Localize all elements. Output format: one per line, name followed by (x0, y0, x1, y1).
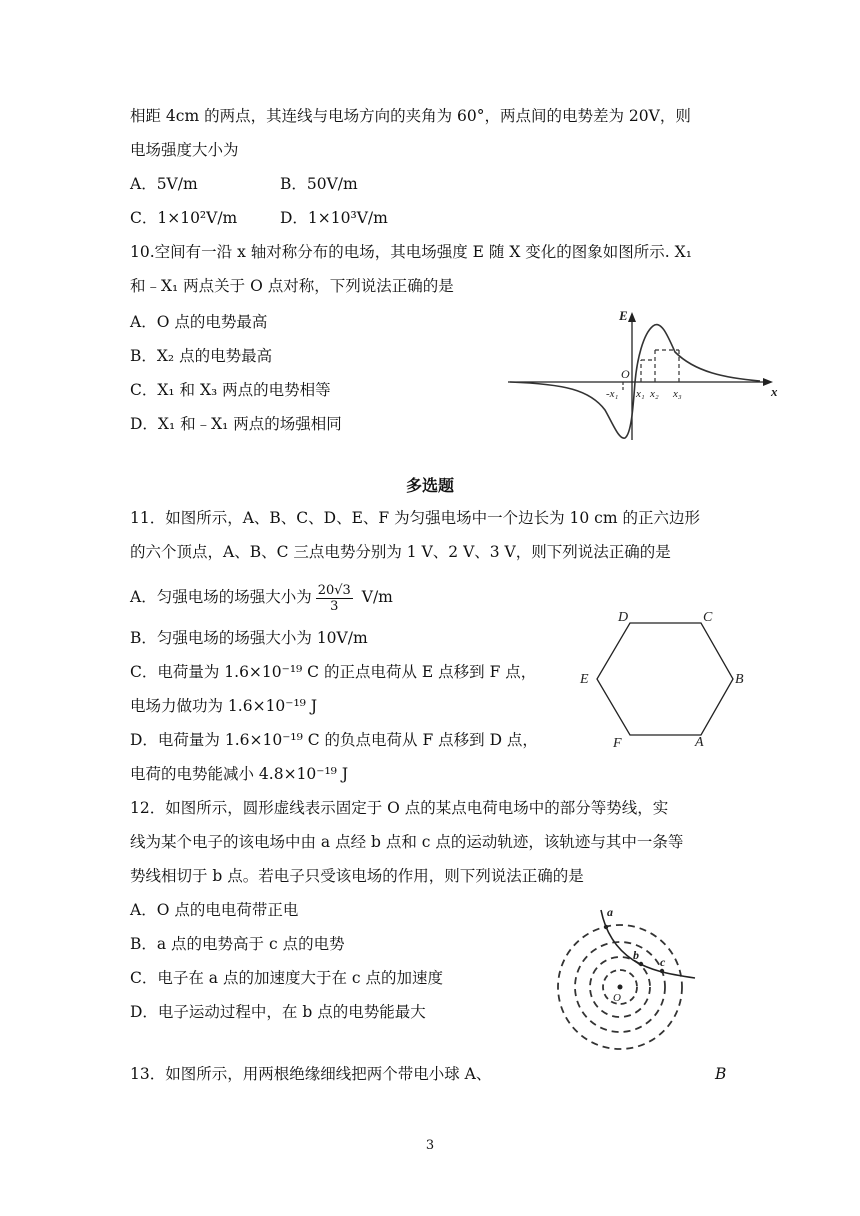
q10-e-field-graph (505, 300, 795, 450)
q10-tick-x1: x₁ (636, 388, 645, 400)
q11-option-c-line1: C．电荷量为 1.6×10⁻¹⁹ C 的正点电荷从 E 点移到 F 点， (130, 663, 537, 681)
q11-option-a-unit: V/m (361, 588, 393, 606)
q11-option-c-line2: 电场力做功为 1.6×10⁻¹⁹ J (130, 697, 318, 715)
q12-stem-line2: 线为某个电子的该电场中由 a 点经 b 点和 c 点的运动轨迹，该轨迹与其中一条等 (130, 833, 684, 851)
q11-vertex-b: B (735, 672, 744, 687)
q10-option-b: B．X₂ 点的电势最高 (130, 347, 273, 365)
q11-hexagon-figure (575, 605, 755, 755)
q9-option-d: D．1×10³V/m (280, 209, 388, 227)
q12-point-b-label: b (633, 948, 639, 962)
page-number: 3 (425, 1138, 435, 1153)
q11-vertex-d: D (618, 610, 629, 625)
q12-option-b: B．a 点的电势高于 c 点的电势 (130, 935, 345, 953)
q11-option-a (130, 578, 393, 616)
q11-option-a-fraction (316, 583, 353, 614)
q11-option-b: B．匀强电场的场强大小为 10V/m (130, 629, 368, 647)
q10-tick-x2: x₂ (650, 388, 659, 400)
q11-option-d-line1: D．电荷量为 1.6×10⁻¹⁹ C 的负点电荷从 F 点移到 D 点， (130, 731, 538, 749)
q10-stem-line1: 10.空间有一沿 x 轴对称分布的电场，其电场强度 E 随 X 变化的图象如图所示. X₁ (130, 243, 692, 261)
q12-option-d: D．电子运动过程中，在 b 点的电势能最大 (130, 1003, 426, 1021)
q11-fraction-denominator: 3 (330, 598, 339, 614)
q9-option-b: B．50V/m (280, 175, 358, 193)
q10-option-a: A．O 点的电势最高 (130, 313, 268, 331)
q12-point-o-label: O (613, 992, 621, 1004)
q10-option-d: D．X₁ 和﹣X₁ 两点的场强相同 (130, 415, 342, 433)
q11-stem-line1: 11．如图所示，A、B、C、D、E、F 为匀强电场中一个边长为 10 cm 的正六边形 (130, 509, 700, 527)
q11-option-a-text: A．匀强电场的场强大小为 (130, 588, 312, 606)
q11-vertex-a: A (695, 735, 704, 750)
q11-vertex-e: E (580, 672, 589, 687)
q13-stem-line1: 13．如图所示，用两根绝缘细线把两个带电小球 A、 (130, 1065, 492, 1083)
q10-axis-label-e: E (619, 308, 628, 323)
q12-equipotential-figure (545, 900, 705, 1050)
q12-option-a: A．O 点的电电荷带正电 (130, 901, 299, 919)
q12-option-c: C．电子在 a 点的加速度大于在 c 点的加速度 (130, 969, 443, 987)
q10-tick-x3: x₃ (673, 388, 682, 400)
section-title: 多选题 (405, 476, 454, 495)
q10-axis-label-x: x (771, 384, 778, 399)
q9-option-a: A．5V/m (130, 175, 198, 193)
q9-option-c: C．1×10²V/m (130, 209, 238, 227)
q12-stem-line3: 势线相切于 b 点。若电子只受该电场的作用，则下列说法正确的是 (130, 867, 584, 885)
q11-option-d-line2: 电荷的电势能减小 4.8×10⁻¹⁹ J (130, 765, 349, 783)
q9-stem-line1: 相距 4cm 的两点，其连线与电场方向的夹角为 60°，两点间的电势差为 20V，则 (130, 107, 691, 125)
q12-stem-line1: 12．如图所示，圆形虚线表示固定于 O 点的某点电荷电场中的部分等势线，实 (130, 799, 669, 817)
q10-option-c: C．X₁ 和 X₃ 两点的电势相等 (130, 381, 331, 399)
q11-fraction-numerator: 20√3 (317, 582, 351, 598)
q10-stem-line2: 和﹣X₁ 两点关于 O 点对称，下列说法正确的是 (130, 277, 454, 295)
q9-stem-line2: 电场强度大小为 (130, 141, 239, 159)
q11-vertex-f: F (613, 736, 622, 751)
q12-point-a-label: a (607, 905, 613, 919)
q11-stem-line2: 的六个顶点，A、B、C 三点电势分别为 1 V、2 V、3 V，则下列说法正确的是 (130, 543, 671, 561)
q11-vertex-c: C (703, 610, 713, 625)
q12-point-c-label: c (660, 955, 666, 969)
q13-stem-tail: B (715, 1065, 727, 1083)
q10-origin-label: O (621, 367, 630, 381)
q10-tick-neg-x1: -x₁ (606, 388, 619, 400)
